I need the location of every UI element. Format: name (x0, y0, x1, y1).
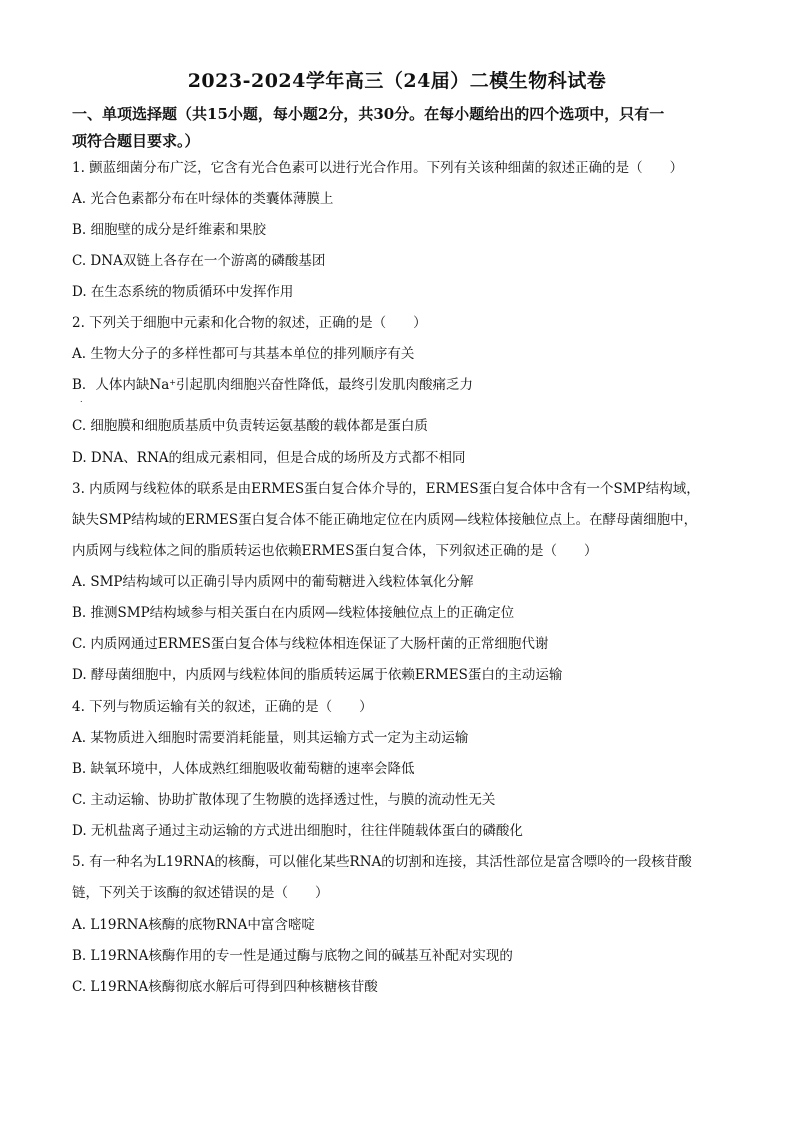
question-1-stem: 1. 颤蓝细菌分布广泛，它含有光合色素可以进行光合作用。下列有关该种细菌的叙述正确的是（ ） (72, 160, 684, 176)
question-2-option-b (72, 375, 732, 395)
question-1-option-d: D. 在生态系统的物质循环中发挥作用 (72, 284, 294, 300)
section-heading (72, 101, 732, 155)
question-2-option-b-part-2: 引起肌肉细胞兴奋性降低，最终引发肌肉酸痛乏力 (176, 377, 473, 393)
question-2-option-a: A. 生物大分子的多样性都可与其基本单位的排列顺序有关 (72, 346, 415, 362)
question-1-option-c: C. DNA双链上各存在一个游离的磷酸基团 (72, 253, 326, 269)
question-2-option-c: C. 细胞膜和细胞质基质中负责转运氨基酸的载体都是蛋白质 (72, 418, 428, 434)
question-3-stem-line-1: 3. 内质网与线粒体的联系是由ERMES蛋白复合体介导的，ERMES蛋白复合体中含有一个SMP结构域， (72, 481, 700, 497)
sodium-charge-superscript: + (169, 378, 176, 387)
question-4-option-a: A. 某物质进入细胞时需要消耗能量，则其运输方式一定为主动运输 (72, 730, 469, 746)
question-3-option-c: C. 内质网通过ERMES蛋白复合体与线粒体相连保证了大肠杆菌的正常细胞代谢 (72, 636, 549, 652)
section-heading-line-1: 一、单项选择题（共15小题，每小题2分，共30分。在每小题给出的四个选项中，只有一 (72, 105, 665, 123)
question-1-option-a: A. 光合色素都分布在叶绿体的类囊体薄膜上 (72, 191, 334, 207)
question-4-option-b: B. 缺氧环境中，人体成熟红细胞吸收葡萄糖的速率会降低 (72, 761, 415, 777)
question-5-stem-line-1: 5. 有一种名为L19RNA的核酶，可以催化某些RNA的切割和连接，其活性部位是富含嘌呤的一段核苷酸 (72, 854, 692, 870)
question-3-stem-line-2: 缺失SMP结构域的ERMES蛋白复合体不能正确地定位在内质网—线粒体接触位点上。在酵母菌细胞中， (72, 512, 698, 528)
question-3-option-d: D. 酵母菌细胞中，内质网与线粒体间的脂质转运属于依赖ERMES蛋白的主动运输 (72, 667, 563, 683)
question-5-option-c: C. L19RNA核酶彻底水解后可得到四种核糖核苷酸 (72, 979, 378, 995)
question-3-stem-line-3: 内质网与线粒体之间的脂质转运也依赖ERMES蛋白复合体，下列叙述正确的是（ ） (72, 543, 598, 559)
question-3-option-a: A. SMP结构域可以正确引导内质网中的葡萄糖进入线粒体氧化分解 (72, 574, 474, 590)
question-2-option-b-part-1: B．人体内缺Na (72, 377, 170, 393)
stray-dot-mark: . (80, 395, 83, 404)
question-4-option-c: C. 主动运输、协助扩散体现了生物膜的选择透过性，与膜的流动性无关 (72, 792, 496, 808)
question-1-option-b: B. 细胞壁的成分是纤维素和果胶 (72, 222, 267, 238)
question-4-stem: 4. 下列与物质运输有关的叙述，正确的是（ ） (72, 699, 373, 715)
question-5-option-b: B. L19RNA核酶作用的专一性是通过酶与底物之间的碱基互补配对实现的 (72, 948, 513, 964)
question-5-stem-line-2: 链，下列关于该酶的叙述错误的是（ ） (72, 885, 329, 901)
question-3-option-b: B. 推测SMP结构域参与相关蛋白在内质网—线粒体接触位点上的正确定位 (72, 605, 515, 621)
question-5-option-a: A. L19RNA核酶的底物RNA中富含嘧啶 (72, 917, 315, 933)
question-2-option-d: D. DNA、RNA的组成元素相同，但是合成的场所及方式都不相同 (72, 450, 466, 466)
question-2-stem: 2. 下列关于细胞中元素和化合物的叙述，正确的是（ ） (72, 315, 427, 331)
section-heading-line-2: 项符合题目要求。） (72, 132, 200, 150)
page-title: 2023-2024学年高三（24届）二模生物科试卷 (187, 70, 607, 92)
question-4-option-d: D. 无机盐离子通过主动运输的方式进出细胞时，往往伴随载体蛋白的磷酸化 (72, 823, 523, 839)
